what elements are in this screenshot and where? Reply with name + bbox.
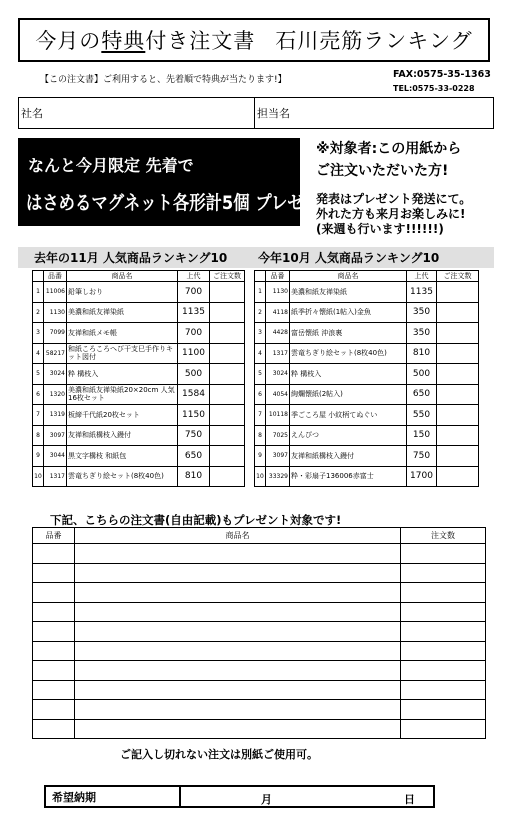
product-code: 1320 xyxy=(44,384,67,405)
order-qty-cell[interactable] xyxy=(437,384,479,405)
order-name-cell[interactable] xyxy=(75,700,401,720)
notice-text: 【この注文書】ご利用すると、先着順で特典が当たります!】 xyxy=(40,75,287,85)
order-qty-cell[interactable] xyxy=(437,466,479,487)
order-qty-cell[interactable] xyxy=(401,700,486,720)
table-row xyxy=(255,343,479,364)
product-name: 美濃和紙友禅染紙20×20cm 人気16枚セット xyxy=(67,384,178,405)
announce-line1: 発表はプレゼント発送にて。 xyxy=(316,192,472,206)
col-header-no xyxy=(255,271,266,282)
product-name: 友禅和紙構枝入鏝付 xyxy=(290,446,407,467)
table-row xyxy=(33,425,245,446)
table-header-row xyxy=(33,271,245,282)
product-code: 3044 xyxy=(44,446,67,467)
product-code: 1317 xyxy=(266,343,290,364)
rank-number: 5 xyxy=(255,364,266,385)
free-order-title: 下記、こちらの注文書(自由記載)もプレゼント対象です! xyxy=(50,513,342,527)
delivery-date-field[interactable] xyxy=(181,787,433,806)
col-header-name: 商品名 xyxy=(75,528,401,544)
person-field[interactable] xyxy=(255,98,290,128)
product-code: 1317 xyxy=(44,466,67,487)
order-code-cell[interactable] xyxy=(33,700,75,720)
table-row xyxy=(255,425,479,446)
product-code: 1319 xyxy=(44,405,67,426)
table-row xyxy=(33,466,245,487)
ranking-right-table xyxy=(254,270,479,487)
order-qty-cell[interactable] xyxy=(437,446,479,467)
product-code: 3024 xyxy=(266,364,290,385)
promo-line1: なんと今月限定 先着で xyxy=(28,156,194,175)
table-row xyxy=(33,323,245,344)
rank-number: 6 xyxy=(33,384,44,405)
product-price: 1135 xyxy=(407,282,437,303)
product-name: 友禅和紙構枝入鏝付 xyxy=(67,425,178,446)
announce-line2: 外れた方も来月お楽しみに! xyxy=(316,207,466,221)
table-row xyxy=(33,405,245,426)
rank-number: 6 xyxy=(255,384,266,405)
rank-number: 5 xyxy=(33,364,44,385)
order-qty-cell[interactable] xyxy=(210,446,245,467)
product-code: 4118 xyxy=(266,302,290,323)
order-qty-cell[interactable] xyxy=(401,583,486,603)
rank-number: 9 xyxy=(255,446,266,467)
order-qty-cell[interactable] xyxy=(210,323,245,344)
order-qty-cell[interactable] xyxy=(437,323,479,344)
product-name: えんぴつ xyxy=(290,425,407,446)
product-code: 3097 xyxy=(266,446,290,467)
rank-number: 8 xyxy=(255,425,266,446)
col-header-qty: ご注文数 xyxy=(437,271,479,282)
table-row xyxy=(33,384,245,405)
delivery-day-label: 日 xyxy=(404,793,415,806)
product-code: 1130 xyxy=(44,302,67,323)
order-code-cell[interactable] xyxy=(33,602,75,622)
product-name: 和紙ころころへび干支巳手作りキット図付 xyxy=(67,343,178,364)
product-price: 150 xyxy=(407,425,437,446)
rank-number: 10 xyxy=(255,466,266,487)
order-qty-cell[interactable] xyxy=(210,466,245,487)
title-prefix: 今月の xyxy=(35,29,102,53)
table-row xyxy=(33,622,486,642)
table-row xyxy=(33,661,486,681)
order-qty-cell[interactable] xyxy=(401,680,486,700)
order-qty-cell[interactable] xyxy=(210,343,245,364)
table-row xyxy=(33,343,245,364)
col-header-code: 品番 xyxy=(266,271,290,282)
table-header-row xyxy=(33,528,486,544)
table-row xyxy=(33,700,486,720)
order-code-cell[interactable] xyxy=(33,680,75,700)
product-price: 1150 xyxy=(178,405,210,426)
rank-number: 9 xyxy=(33,446,44,467)
product-name: 鉛筆しおり xyxy=(67,282,178,303)
product-name: 美濃和紙友禅染紙 xyxy=(67,302,178,323)
title-underlined: 特典 xyxy=(101,29,146,53)
company-label: 社名 xyxy=(21,107,43,120)
tel-number: TEL:0575-33-0228 xyxy=(393,84,475,93)
table-row xyxy=(33,719,486,739)
product-price: 1584 xyxy=(178,384,210,405)
col-header-code: 品番 xyxy=(44,271,67,282)
table-row xyxy=(33,583,486,603)
col-header-code: 品番 xyxy=(33,528,75,544)
table-row xyxy=(255,384,479,405)
rank-number: 4 xyxy=(33,343,44,364)
target-text xyxy=(316,138,461,182)
table-row xyxy=(33,446,245,467)
product-price: 750 xyxy=(178,425,210,446)
table-row xyxy=(255,405,479,426)
title-suffix: 付き注文書 xyxy=(145,29,256,53)
order-qty-cell[interactable] xyxy=(210,302,245,323)
fax-number: FAX:0575-35-1363 xyxy=(393,69,491,80)
product-name: 友禅和紙メモ帳 xyxy=(67,323,178,344)
order-name-cell[interactable] xyxy=(75,719,401,739)
order-qty-cell[interactable] xyxy=(401,641,486,661)
product-price: 1100 xyxy=(178,343,210,364)
table-row xyxy=(33,680,486,700)
table-row xyxy=(33,641,486,661)
contact-info xyxy=(393,68,491,96)
order-qty-cell[interactable] xyxy=(437,343,479,364)
order-qty-cell[interactable] xyxy=(401,602,486,622)
extra-note: ご記入し切れない注文は別紙ご使用可。 xyxy=(120,748,318,761)
product-price: 810 xyxy=(407,343,437,364)
product-name: 粋 構枝入 xyxy=(67,364,178,385)
rank-number: 10 xyxy=(33,466,44,487)
product-price: 1700 xyxy=(407,466,437,487)
ranking-right-title: 今年10月 人気商品ランキング10 xyxy=(258,251,440,265)
table-row xyxy=(255,302,479,323)
product-name: 粋 構枝入 xyxy=(290,364,407,385)
col-header-qty: ご注文数 xyxy=(210,271,245,282)
order-qty-cell[interactable] xyxy=(401,719,486,739)
table-row xyxy=(33,282,245,303)
order-name-cell[interactable] xyxy=(75,641,401,661)
order-name-cell[interactable] xyxy=(75,544,401,564)
order-qty-cell[interactable] xyxy=(437,425,479,446)
product-price: 500 xyxy=(178,364,210,385)
product-code: 7099 xyxy=(44,323,67,344)
delivery-label: 希望納期 xyxy=(46,787,181,806)
promo-banner xyxy=(18,138,344,226)
product-name: 紙季折々懐紙(1帖入)金魚 xyxy=(290,302,407,323)
order-qty-cell[interactable] xyxy=(401,661,486,681)
product-price: 810 xyxy=(178,466,210,487)
order-name-cell[interactable] xyxy=(75,680,401,700)
col-header-price: 上代 xyxy=(178,271,210,282)
order-qty-cell[interactable] xyxy=(210,425,245,446)
table-row xyxy=(255,364,479,385)
order-code-cell[interactable] xyxy=(33,544,75,564)
product-price: 550 xyxy=(407,405,437,426)
product-name: 雲竜ちぎり絵セット(8枚40色) xyxy=(290,343,407,364)
product-code: 11006 xyxy=(44,282,67,303)
col-header-no xyxy=(33,271,44,282)
order-name-cell[interactable] xyxy=(75,661,401,681)
product-name: 粋・彩扇子136006赤富士 xyxy=(290,466,407,487)
order-code-cell[interactable] xyxy=(33,719,75,739)
order-qty-cell[interactable] xyxy=(210,384,245,405)
promo-line2: はさめるマグネット各形計5個 プレゼント! xyxy=(26,192,344,214)
free-order-table xyxy=(32,527,486,739)
order-qty-cell[interactable] xyxy=(437,302,479,323)
rank-number: 2 xyxy=(33,302,44,323)
table-row xyxy=(255,446,479,467)
product-price: 350 xyxy=(407,302,437,323)
rank-number: 3 xyxy=(33,323,44,344)
customer-info-row xyxy=(18,97,494,129)
product-price: 1135 xyxy=(178,302,210,323)
product-code: 3097 xyxy=(44,425,67,446)
product-name: 季ごころ屋 小紋柄てぬぐい xyxy=(290,405,407,426)
col-header-name: 商品名 xyxy=(290,271,407,282)
col-header-name: 商品名 xyxy=(67,271,178,282)
product-code: 10118 xyxy=(266,405,290,426)
product-name: 絢爛懐紙(2帖入) xyxy=(290,384,407,405)
product-code: 4428 xyxy=(266,323,290,344)
rank-number: 4 xyxy=(255,343,266,364)
rank-number: 2 xyxy=(255,302,266,323)
order-name-cell[interactable] xyxy=(75,583,401,603)
order-code-cell[interactable] xyxy=(33,622,75,642)
table-row xyxy=(255,466,479,487)
product-price: 650 xyxy=(178,446,210,467)
table-row xyxy=(255,323,479,344)
product-code: 7025 xyxy=(266,425,290,446)
table-row xyxy=(255,282,479,303)
order-code-cell[interactable] xyxy=(33,661,75,681)
ranking-left-title: 去年の11月 人気商品ランキング10 xyxy=(34,251,228,265)
order-qty-cell[interactable] xyxy=(401,563,486,583)
order-qty-cell[interactable] xyxy=(401,622,486,642)
table-row xyxy=(33,602,486,622)
col-header-qty: 注文数 xyxy=(401,528,486,544)
product-price: 650 xyxy=(407,384,437,405)
rank-number: 7 xyxy=(255,405,266,426)
order-qty-cell[interactable] xyxy=(437,282,479,303)
table-header-row xyxy=(255,271,479,282)
order-qty-cell[interactable] xyxy=(437,364,479,385)
product-code: 33329 xyxy=(266,466,290,487)
product-name: 富岳懐紙 沖浪裏 xyxy=(290,323,407,344)
rank-number: 3 xyxy=(255,323,266,344)
order-qty-cell[interactable] xyxy=(437,405,479,426)
table-row xyxy=(33,364,245,385)
page-title xyxy=(18,18,490,62)
table-row xyxy=(33,544,486,564)
product-name: 黒文字構枝 和紙包 xyxy=(67,446,178,467)
rank-number: 1 xyxy=(33,282,44,303)
order-qty-cell[interactable] xyxy=(210,282,245,303)
delivery-date-row xyxy=(44,785,435,808)
target-line1: ※対象者:この用紙から xyxy=(316,141,462,157)
rank-number: 8 xyxy=(33,425,44,446)
product-code: 1130 xyxy=(266,282,290,303)
product-price: 500 xyxy=(407,364,437,385)
target-line2: ご注文いただいた方! xyxy=(316,163,449,179)
order-name-cell[interactable] xyxy=(75,622,401,642)
title-shop: 石川売筋ランキング xyxy=(275,29,473,53)
order-qty-cell[interactable] xyxy=(210,405,245,426)
rank-number: 7 xyxy=(33,405,44,426)
product-name: 雲竜ちぎり絵セット(8枚40色) xyxy=(67,466,178,487)
product-code: 4054 xyxy=(266,384,290,405)
order-code-cell[interactable] xyxy=(33,563,75,583)
order-name-cell[interactable] xyxy=(75,602,401,622)
announce-line3: (来週も行います!!!!!!) xyxy=(316,222,444,236)
col-header-price: 上代 xyxy=(407,271,437,282)
product-price: 350 xyxy=(407,323,437,344)
product-name: 美濃和紙友禅染紙 xyxy=(290,282,407,303)
order-qty-cell[interactable] xyxy=(401,544,486,564)
table-row xyxy=(33,302,245,323)
order-qty-cell[interactable] xyxy=(210,364,245,385)
order-name-cell[interactable] xyxy=(75,563,401,583)
product-code: 58217 xyxy=(44,343,67,364)
product-price: 750 xyxy=(407,446,437,467)
rank-number: 1 xyxy=(255,282,266,303)
product-name: 板締千代紙20枚セット xyxy=(67,405,178,426)
order-code-cell[interactable] xyxy=(33,583,75,603)
order-code-cell[interactable] xyxy=(33,641,75,661)
person-label: 担当名 xyxy=(257,107,290,120)
product-code: 3024 xyxy=(44,364,67,385)
product-price: 700 xyxy=(178,282,210,303)
company-field[interactable] xyxy=(19,98,255,128)
delivery-month-label: 月 xyxy=(261,793,272,806)
table-row xyxy=(33,563,486,583)
announce-text xyxy=(316,192,471,237)
product-price: 700 xyxy=(178,323,210,344)
ranking-left-table xyxy=(32,270,245,487)
